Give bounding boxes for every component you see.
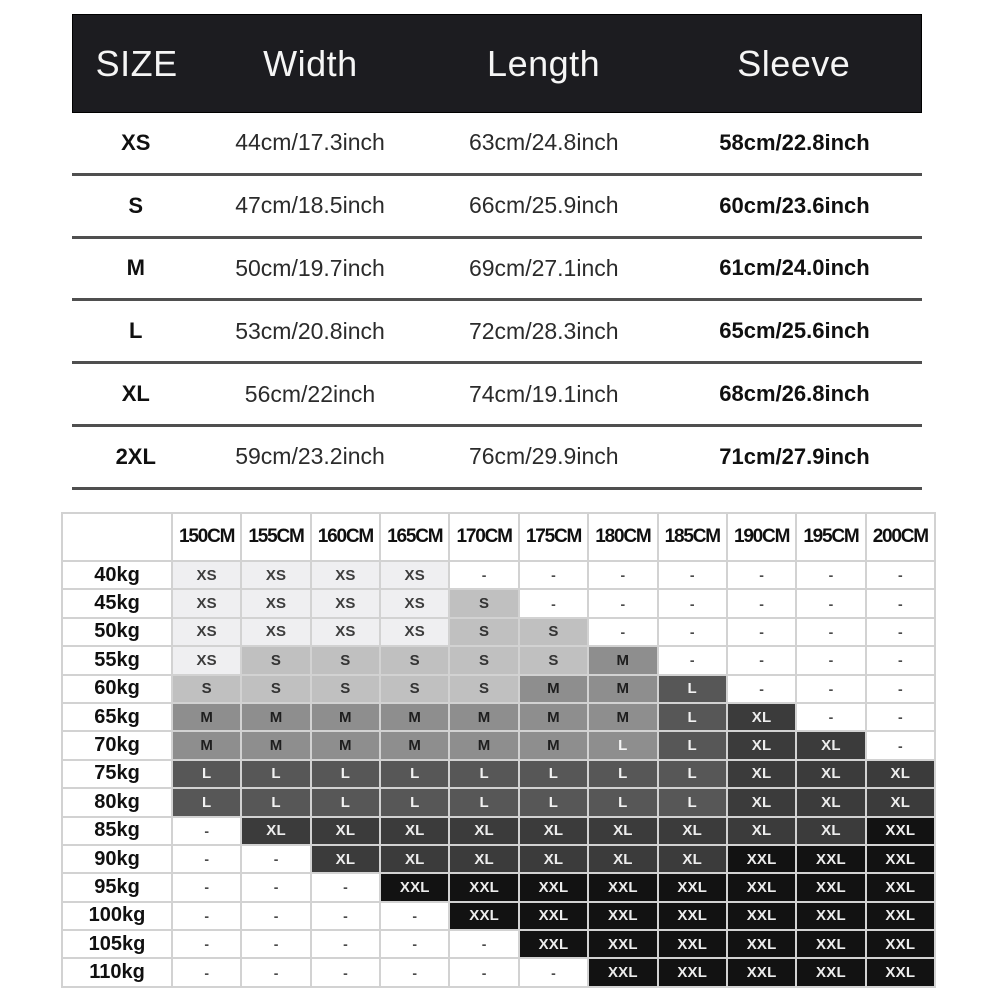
fit-cell-size-xs: XS — [242, 562, 309, 588]
fit-cell-size-xs: XS — [312, 590, 379, 616]
size-label: XS — [121, 129, 151, 155]
fit-cell-size-l: L — [659, 676, 726, 702]
fit-cell-size-xl: XL — [797, 818, 864, 844]
fit-cell-size-xl: XL — [312, 818, 379, 844]
weight-label-40kg: 40kg — [63, 562, 171, 588]
fit-cell-empty: - — [381, 903, 448, 929]
fit-cell-empty: - — [381, 931, 448, 957]
fit-cell-size-xxl: XXL — [589, 931, 656, 957]
fit-cell-size-xl: XL — [659, 846, 726, 872]
fit-chart-corner-cell — [63, 514, 171, 560]
row-separator-line — [72, 487, 922, 490]
fit-cell-size-m: M — [520, 676, 587, 702]
fit-cell-size-s: S — [520, 619, 587, 645]
fit-cell-empty: - — [520, 959, 587, 985]
fit-cell-empty: - — [242, 846, 309, 872]
fit-cell-empty: - — [867, 676, 934, 702]
measurement-row-xs — [72, 113, 922, 173]
fit-cell-size-m: M — [173, 704, 240, 730]
fit-cell-empty: - — [659, 647, 726, 673]
fit-cell-size-xxl: XXL — [589, 959, 656, 985]
fit-cell-size-s: S — [242, 647, 309, 673]
fit-cell-size-l: L — [659, 704, 726, 730]
fit-cell-size-m: M — [381, 704, 448, 730]
fit-cell-size-m: M — [312, 704, 379, 730]
fit-cell-size-xs: XS — [381, 590, 448, 616]
fit-cell-size-m: M — [381, 732, 448, 758]
width-value: 53cm/20.8inch — [235, 317, 385, 344]
fit-cell-size-xxl: XXL — [659, 874, 726, 900]
fit-cell-empty: - — [728, 676, 795, 702]
fit-cell-size-xs: XS — [312, 562, 379, 588]
height-weight-fit-chart — [61, 512, 936, 988]
fit-cell-size-xl: XL — [450, 818, 517, 844]
height-header-160cm: 160CM — [312, 514, 379, 560]
fit-cell-empty: - — [589, 562, 656, 588]
fit-cell-size-xxl: XXL — [728, 874, 795, 900]
fit-cell-size-m: M — [520, 704, 587, 730]
fit-cell-empty: - — [728, 647, 795, 673]
fit-cell-size-xl: XL — [450, 846, 517, 872]
fit-cell-size-xxl: XXL — [728, 959, 795, 985]
fit-cell-size-s: S — [450, 590, 517, 616]
fit-cell-size-xxl: XXL — [450, 903, 517, 929]
height-header-155cm: 155CM — [242, 514, 309, 560]
fit-cell-empty: - — [797, 647, 864, 673]
fit-cell-size-xl: XL — [728, 818, 795, 844]
fit-cell-empty: - — [450, 959, 517, 985]
fit-cell-size-s: S — [242, 676, 309, 702]
weight-label-105kg: 105kg — [63, 931, 171, 957]
fit-cell-size-xxl: XXL — [728, 931, 795, 957]
fit-cell-size-xs: XS — [381, 619, 448, 645]
fit-cell-size-m: M — [589, 676, 656, 702]
measurement-header-sleeve: Sleeve — [737, 42, 851, 84]
fit-cell-size-m: M — [589, 704, 656, 730]
sleeve-value: 71cm/27.9inch — [719, 443, 870, 469]
fit-cell-size-xl: XL — [520, 818, 587, 844]
sleeve-value: 60cm/23.6inch — [719, 192, 870, 218]
fit-cell-empty: - — [312, 874, 379, 900]
measurement-table-rows — [72, 113, 922, 490]
weight-label-80kg: 80kg — [63, 789, 171, 815]
fit-cell-size-xxl: XXL — [520, 931, 587, 957]
fit-cell-empty: - — [242, 931, 309, 957]
fit-cell-empty: - — [173, 846, 240, 872]
fit-cell-size-xxl: XXL — [659, 903, 726, 929]
fit-cell-size-m: M — [312, 732, 379, 758]
fit-cell-size-s: S — [450, 676, 517, 702]
width-value: 59cm/23.2inch — [235, 443, 385, 470]
measurement-row-s — [72, 176, 922, 236]
fit-cell-size-xl: XL — [797, 761, 864, 787]
size-label: L — [129, 318, 143, 344]
fit-cell-empty: - — [659, 619, 726, 645]
fit-cell-empty: - — [867, 619, 934, 645]
fit-cell-empty: - — [242, 959, 309, 985]
fit-cell-empty: - — [867, 562, 934, 588]
fit-cell-size-m: M — [520, 732, 587, 758]
fit-cell-size-xl: XL — [589, 818, 656, 844]
fit-cell-empty: - — [867, 732, 934, 758]
weight-label-55kg: 55kg — [63, 647, 171, 673]
width-value: 56cm/22inch — [244, 380, 376, 407]
weight-label-100kg: 100kg — [63, 903, 171, 929]
fit-cell-size-xl: XL — [867, 789, 934, 815]
fit-cell-empty: - — [173, 903, 240, 929]
fit-cell-empty: - — [728, 562, 795, 588]
fit-cell-size-m: M — [450, 704, 517, 730]
height-header-165cm: 165CM — [381, 514, 448, 560]
weight-label-85kg: 85kg — [63, 818, 171, 844]
fit-cell-size-l: L — [589, 732, 656, 758]
fit-cell-empty: - — [520, 562, 587, 588]
fit-cell-size-l: L — [242, 789, 309, 815]
width-value: 44cm/17.3inch — [235, 129, 385, 156]
fit-cell-size-m: M — [450, 732, 517, 758]
fit-cell-empty: - — [381, 959, 448, 985]
fit-cell-empty: - — [312, 903, 379, 929]
fit-cell-size-xxl: XXL — [589, 903, 656, 929]
fit-cell-size-xs: XS — [173, 590, 240, 616]
fit-cell-size-xxl: XXL — [867, 874, 934, 900]
sleeve-value: 61cm/24.0inch — [719, 255, 870, 281]
fit-cell-size-xxl: XXL — [797, 903, 864, 929]
fit-cell-size-xxl: XXL — [589, 874, 656, 900]
size-label: M — [126, 255, 145, 281]
height-header-180cm: 180CM — [589, 514, 656, 560]
size-label: 2XL — [115, 443, 156, 469]
weight-label-95kg: 95kg — [63, 874, 171, 900]
fit-cell-size-xxl: XXL — [867, 903, 934, 929]
length-value: 74cm/19.1inch — [468, 380, 619, 407]
fit-cell-empty: - — [867, 590, 934, 616]
weight-label-70kg: 70kg — [63, 732, 171, 758]
fit-cell-size-s: S — [381, 647, 448, 673]
fit-cell-size-l: L — [659, 789, 726, 815]
fit-cell-size-l: L — [450, 761, 517, 787]
fit-cell-empty: - — [797, 704, 864, 730]
fit-cell-empty: - — [728, 590, 795, 616]
height-header-200cm: 200CM — [867, 514, 934, 560]
fit-cell-size-l: L — [659, 761, 726, 787]
fit-cell-size-l: L — [659, 732, 726, 758]
fit-cell-size-l: L — [312, 761, 379, 787]
fit-cell-size-xxl: XXL — [797, 931, 864, 957]
height-header-175cm: 175CM — [520, 514, 587, 560]
measurement-header-size: SIZE — [95, 42, 178, 84]
weight-label-110kg: 110kg — [63, 959, 171, 985]
fit-cell-empty: - — [867, 704, 934, 730]
fit-cell-size-xxl: XXL — [867, 846, 934, 872]
width-value: 50cm/19.7inch — [235, 254, 385, 281]
fit-cell-size-s: S — [450, 647, 517, 673]
fit-cell-empty: - — [589, 590, 656, 616]
measurement-row-xl — [72, 364, 922, 424]
fit-cell-size-l: L — [589, 789, 656, 815]
fit-cell-size-xl: XL — [867, 761, 934, 787]
fit-cell-size-l: L — [450, 789, 517, 815]
fit-cell-size-s: S — [312, 647, 379, 673]
height-header-170cm: 170CM — [450, 514, 517, 560]
length-value: 63cm/24.8inch — [468, 129, 619, 156]
fit-cell-size-xs: XS — [173, 562, 240, 588]
size-label: XL — [121, 381, 150, 407]
fit-cell-size-xs: XS — [242, 590, 309, 616]
fit-cell-size-xs: XS — [173, 619, 240, 645]
fit-cell-size-s: S — [520, 647, 587, 673]
fit-cell-empty: - — [312, 959, 379, 985]
fit-cell-empty: - — [173, 818, 240, 844]
fit-cell-size-xxl: XXL — [659, 931, 726, 957]
fit-cell-size-m: M — [589, 647, 656, 673]
fit-cell-size-xxl: XXL — [659, 959, 726, 985]
fit-cell-size-xl: XL — [312, 846, 379, 872]
weight-label-45kg: 45kg — [63, 590, 171, 616]
fit-cell-size-xxl: XXL — [867, 959, 934, 985]
weight-label-50kg: 50kg — [63, 619, 171, 645]
length-value: 72cm/28.3inch — [468, 317, 619, 344]
fit-cell-size-xl: XL — [589, 846, 656, 872]
height-header-190cm: 190CM — [728, 514, 795, 560]
fit-cell-size-l: L — [242, 761, 309, 787]
fit-cell-empty: - — [797, 590, 864, 616]
fit-cell-size-l: L — [520, 789, 587, 815]
sleeve-value: 65cm/25.6inch — [719, 318, 870, 344]
fit-cell-empty: - — [867, 647, 934, 673]
fit-cell-size-xs: XS — [242, 619, 309, 645]
weight-label-60kg: 60kg — [63, 676, 171, 702]
fit-cell-empty: - — [797, 562, 864, 588]
fit-cell-size-xl: XL — [242, 818, 309, 844]
fit-cell-empty: - — [173, 931, 240, 957]
fit-cell-size-l: L — [381, 789, 448, 815]
fit-cell-empty: - — [242, 903, 309, 929]
fit-cell-empty: - — [797, 619, 864, 645]
length-value: 69cm/27.1inch — [468, 254, 619, 281]
fit-cell-size-xl: XL — [728, 789, 795, 815]
fit-cell-size-xxl: XXL — [728, 846, 795, 872]
fit-cell-empty: - — [589, 619, 656, 645]
fit-cell-empty: - — [312, 931, 379, 957]
fit-cell-size-xs: XS — [312, 619, 379, 645]
fit-cell-empty: - — [728, 619, 795, 645]
fit-cell-size-xxl: XXL — [450, 874, 517, 900]
fit-cell-size-l: L — [381, 761, 448, 787]
fit-cell-size-l: L — [520, 761, 587, 787]
measurement-row-m — [72, 239, 922, 299]
fit-cell-size-xxl: XXL — [797, 874, 864, 900]
fit-cell-empty: - — [450, 562, 517, 588]
fit-cell-size-xxl: XXL — [797, 959, 864, 985]
fit-cell-size-xl: XL — [728, 704, 795, 730]
weight-label-65kg: 65kg — [63, 704, 171, 730]
height-header-195cm: 195CM — [797, 514, 864, 560]
fit-cell-size-xl: XL — [728, 732, 795, 758]
measurement-row-l — [72, 301, 922, 361]
fit-cell-size-m: M — [173, 732, 240, 758]
fit-cell-size-xxl: XXL — [520, 903, 587, 929]
fit-cell-empty: - — [520, 590, 587, 616]
fit-cell-size-xxl: XXL — [867, 931, 934, 957]
fit-cell-empty: - — [173, 959, 240, 985]
size-measurement-table — [72, 14, 922, 490]
weight-label-75kg: 75kg — [63, 761, 171, 787]
height-header-150cm: 150CM — [173, 514, 240, 560]
fit-cell-size-xl: XL — [797, 732, 864, 758]
sleeve-value: 58cm/22.8inch — [719, 129, 870, 155]
fit-cell-size-l: L — [173, 761, 240, 787]
fit-cell-size-xl: XL — [797, 789, 864, 815]
size-label: S — [128, 192, 144, 218]
fit-cell-size-xxl: XXL — [797, 846, 864, 872]
width-value: 47cm/18.5inch — [235, 192, 385, 219]
fit-cell-size-xxl: XXL — [728, 903, 795, 929]
length-value: 66cm/25.9inch — [468, 192, 619, 219]
fit-cell-size-xl: XL — [520, 846, 587, 872]
fit-cell-empty: - — [450, 931, 517, 957]
fit-cell-size-xl: XL — [381, 846, 448, 872]
fit-cell-empty: - — [659, 590, 726, 616]
fit-cell-size-s: S — [381, 676, 448, 702]
fit-cell-size-s: S — [173, 676, 240, 702]
measurement-row-2xl — [72, 427, 922, 487]
fit-cell-empty: - — [659, 562, 726, 588]
fit-cell-size-xs: XS — [381, 562, 448, 588]
fit-cell-size-m: M — [242, 732, 309, 758]
fit-cell-size-xxl: XXL — [520, 874, 587, 900]
fit-cell-size-xxl: XXL — [867, 818, 934, 844]
fit-cell-empty: - — [242, 874, 309, 900]
fit-cell-size-xl: XL — [659, 818, 726, 844]
fit-cell-size-l: L — [312, 789, 379, 815]
sleeve-value: 68cm/26.8inch — [719, 381, 870, 407]
measurement-table-header — [72, 14, 922, 113]
fit-cell-size-xl: XL — [728, 761, 795, 787]
fit-cell-empty: - — [797, 676, 864, 702]
measurement-header-width: Width — [263, 42, 358, 84]
fit-cell-size-xs: XS — [173, 647, 240, 673]
weight-label-90kg: 90kg — [63, 846, 171, 872]
fit-cell-size-xl: XL — [381, 818, 448, 844]
length-value: 76cm/29.9inch — [468, 443, 619, 470]
fit-cell-size-m: M — [242, 704, 309, 730]
fit-cell-size-s: S — [312, 676, 379, 702]
fit-cell-size-l: L — [173, 789, 240, 815]
measurement-header-length: Length — [487, 42, 601, 84]
fit-cell-size-s: S — [450, 619, 517, 645]
fit-cell-size-l: L — [589, 761, 656, 787]
fit-cell-empty: - — [173, 874, 240, 900]
height-header-185cm: 185CM — [659, 514, 726, 560]
fit-cell-size-xxl: XXL — [381, 874, 448, 900]
